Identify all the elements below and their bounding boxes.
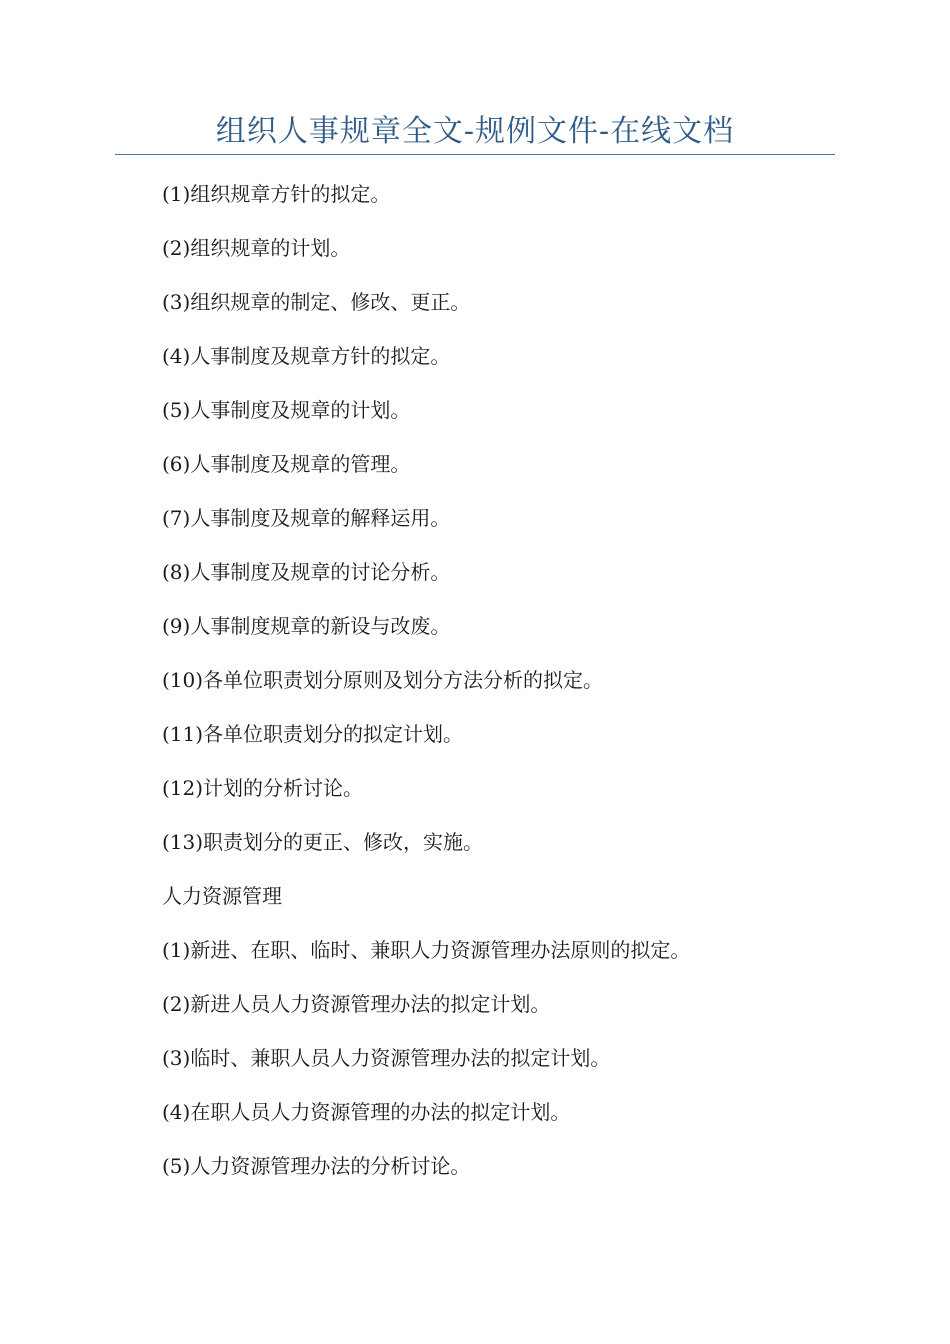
document-line: (4)在职人员人力资源管理的办法的拟定计划。 <box>162 1100 571 1124</box>
document-line: (2)组织规章的计划。 <box>162 236 351 260</box>
document-line: (5)人事制度及规章的计划。 <box>162 398 411 422</box>
document-line: (2)新进人员人力资源管理办法的拟定计划。 <box>162 992 551 1016</box>
document-line: (10)各单位职责划分原则及划分方法分析的拟定。 <box>162 668 604 692</box>
document-line: (11)各单位职责划分的拟定计划。 <box>162 722 464 746</box>
document-line: (8)人事制度及规章的讨论分析。 <box>162 560 451 584</box>
document-line: (3)临时、兼职人员人力资源管理办法的拟定计划。 <box>162 1046 611 1070</box>
document-line: 人力资源管理 <box>162 884 282 908</box>
document-line: (1)新进、在职、临时、兼职人力资源管理办法原则的拟定。 <box>162 938 691 962</box>
title-underline <box>115 154 835 155</box>
document-line: (12)计划的分析讨论。 <box>162 776 364 800</box>
document-line: (6)人事制度及规章的管理。 <box>162 452 411 476</box>
document-line: (1)组织规章方针的拟定。 <box>162 182 391 206</box>
document-title: 组织人事规章全文-规例文件-在线文档 <box>215 114 735 149</box>
document-line: (3)组织规章的制定、修改、更正。 <box>162 290 471 314</box>
document-line: (13)职责划分的更正、修改，实施。 <box>162 830 484 854</box>
document-line: (5)人力资源管理办法的分析讨论。 <box>162 1154 471 1178</box>
document-body <box>162 176 862 1202</box>
document-line: (7)人事制度及规章的解释运用。 <box>162 506 451 530</box>
document-line: (4)人事制度及规章方针的拟定。 <box>162 344 451 368</box>
document-line: (9)人事制度规章的新设与改废。 <box>162 614 451 638</box>
